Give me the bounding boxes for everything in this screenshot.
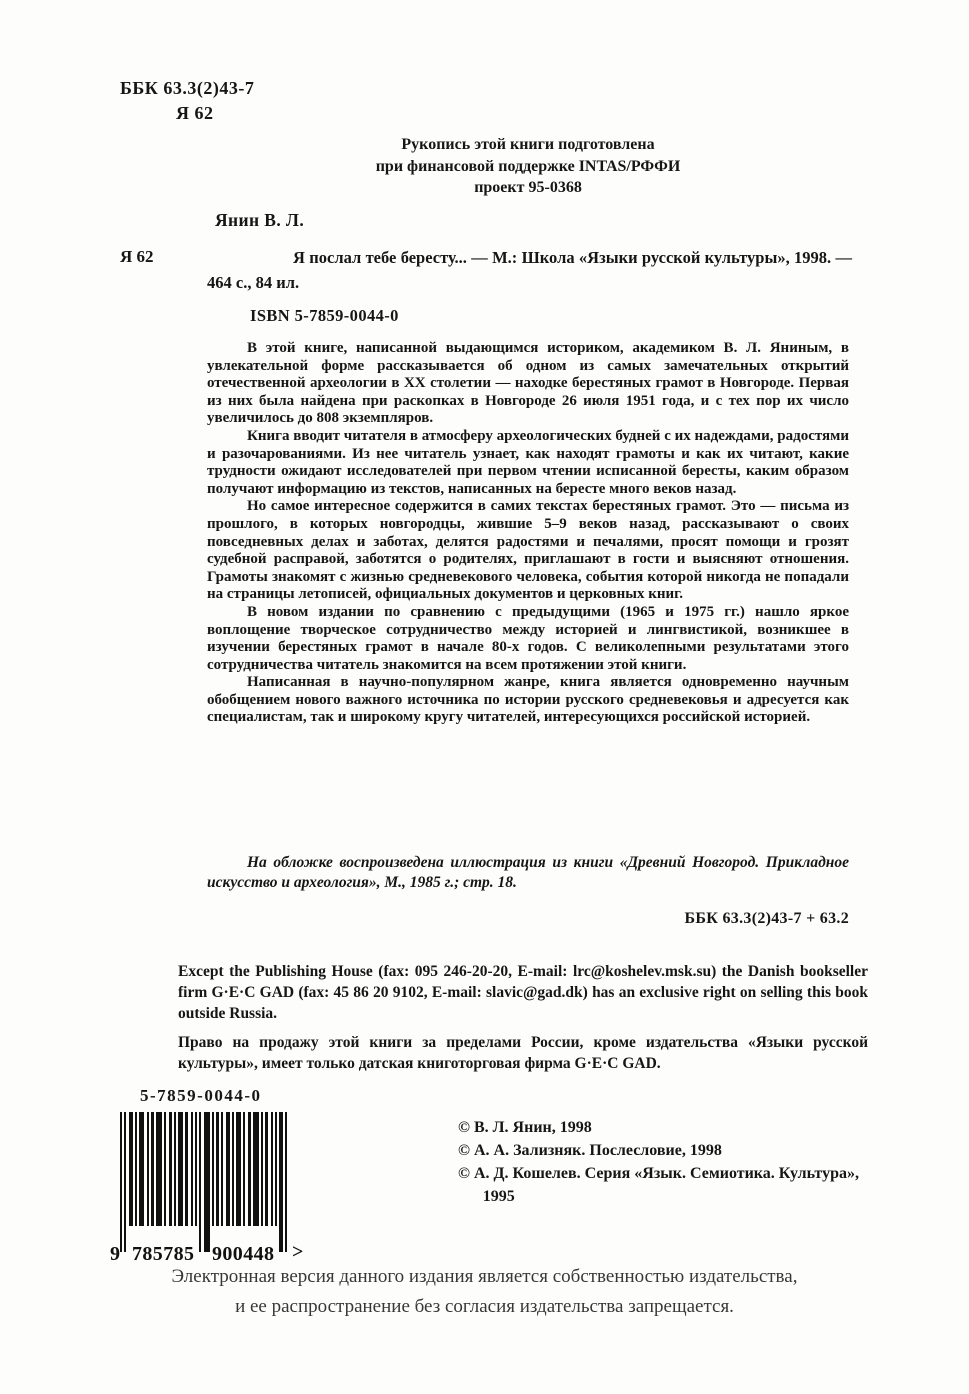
electronic-version-notice xyxy=(0,1262,969,1322)
bbk-bottom-code: ББК 63.3(2)43-7 + 63.2 xyxy=(684,910,849,927)
catalog-entry-description: Я послал тебе бересту... — М.: Школа «Языки русской культуры», 1998. — 464 с., 84 ил. xyxy=(207,248,852,292)
barcode-digit-first: 9 xyxy=(110,1243,120,1265)
cover-illustration-note: На обложке воспроизведена иллюстрация из книги «Древний Новгород. Прикладное искусство и археология», М., 1985 г.; стр. 18. xyxy=(207,854,849,891)
copyright-line: © А. Д. Кошелев. Серия «Язык. Семиотика. Культура», 1995 xyxy=(458,1165,859,1205)
copyright-line: © А. А. Зализняк. Послесловие, 1998 xyxy=(458,1142,722,1159)
annotation-paragraph: Но самое интересное содержится в самих текстах берестяных грамот. Это — письма из прошлого, в которых новгородцы, жившие 5–9 веков назад, рассказывают о своих повседневных делах и заботах, делятся радостями и печалями, просят помощи и грозят судебной расправой, заботятся о родителях, приглашают в гости и выясняют отношения. Грамоты знакомят с жизнью средневекового человека, события которой никогда не попадали на страницы летописей, официальных документов и церковных книг. xyxy=(207,498,849,603)
distribution-rights-block xyxy=(178,962,868,1075)
sponsor-note xyxy=(207,134,849,199)
rights-notice-russian: Право на продажу этой книги за пределами России, кроме издательства «Языки русской культуры», имеет только датская книготорговая фирма G·E·C GAD. xyxy=(178,1034,868,1073)
copyright-block xyxy=(458,1116,866,1208)
footer-line: Электронная версия данного издания является собственностью издательства, xyxy=(171,1266,798,1287)
annotation-paragraph: В новом издании по сравнению с предыдущими (1965 и 1975 гг.) нашло яркое воплощение творческое сотрудничество между историей и лингвистикой, возникшее в изучении берестяных грамот в начале 80-х годов. С великолепными результатами этого сотрудничества читатель знакомится на всем протяжении этой книги. xyxy=(207,603,849,673)
barcode-bars xyxy=(120,1112,287,1252)
isbn-number: ISBN 5-7859-0044-0 xyxy=(250,306,399,325)
annotation-paragraph: В этой книге, написанной выдающимся историком, академиком В. Л. Яниным, в увлекательной форме рассказывается об одном из самых замечательных открытий отечественной археологии в XX столетии — находке берестяных грамот в Новгороде. Первая из них была найдена при раскопках в Новгороде 26 июля 1951 года, и с тех пор их число увеличилось до 808 экземпляров. xyxy=(207,340,849,427)
bbk-classification-block xyxy=(120,76,254,126)
annotation-block xyxy=(207,340,849,727)
sponsor-line: при финансовой поддержке INTAS/РФФИ xyxy=(375,157,681,175)
barcode-digit-group1: 785785 xyxy=(132,1243,194,1265)
author-sign-code: Я 62 xyxy=(176,103,214,123)
annotation-paragraph: Написанная в научно-популярном жанре, книга является одновременно научным обобщением нового важного источника по истории русского средневековья и адресуется как специалистам, так и широкому кругу читателей, интересующихся российской историей. xyxy=(207,674,849,726)
footer-line: и ее распространение без согласия издательства запрещается. xyxy=(235,1296,734,1317)
bbk-code: ББК 63.3(2)43-7 xyxy=(120,78,255,98)
sponsor-line: Рукопись этой книги подготовлена xyxy=(401,136,655,153)
barcode-digit-group2: 900448 xyxy=(212,1243,274,1265)
sponsor-line: проект 95-0368 xyxy=(474,179,582,196)
barcode-arrow: > xyxy=(292,1241,304,1263)
author-heading: Янин В. Л. xyxy=(215,210,305,230)
isbn-barcode xyxy=(110,1086,360,1266)
ean-barcode-image xyxy=(110,1108,350,1266)
barcode-isbn-label: 5-7859-0044-0 xyxy=(140,1086,262,1105)
rights-notice-english: Except the Publishing House (fax: 095 246-20-20, E-mail: lrc@koshelev.msk.su) the Danish bookseller firm G·E·C GAD (fax: 45 86 20 9102, E-mail: slavic@gad.dk) has an exclusive right on selling this book outside Russia. xyxy=(178,963,868,1022)
annotation-paragraph: Книга вводит читателя в атмосферу археологических будней с их надеждами, радостями и разочарованиями. Из нее читатель узнает, как находят грамоты и как их читают, какие трудности ожидают исследователей при первом чтении исписанной бересты, каким образом получают информацию из текстов, написанных на бересте много веков назад. xyxy=(207,427,849,497)
catalog-entry-code: Я 62 xyxy=(120,247,154,266)
copyright-line: © В. Л. Янин, 1998 xyxy=(458,1119,592,1136)
